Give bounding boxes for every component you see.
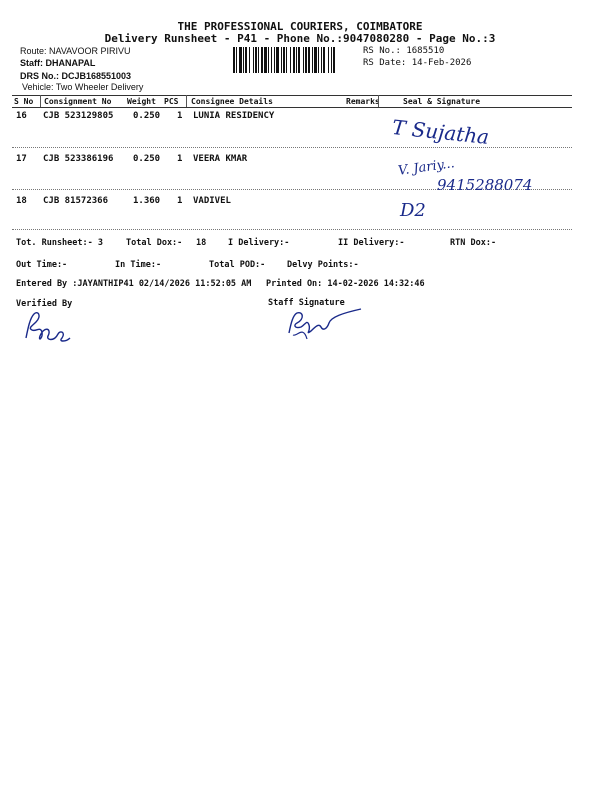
handwritten-receiver-1: T Sujatha [391,114,491,150]
row-separator [12,229,572,230]
table-header-rule [12,107,572,108]
runsheet-subtitle: Delivery Runsheet - P41 - Phone No.:9047080280 - Page No.:3 [104,32,496,45]
col-divider [40,95,41,107]
out-time: Out Time:- [16,260,68,270]
row-weight: 0.250 [133,154,161,164]
staff-signature-label: Staff Signature [268,298,345,308]
col-consignee: Consignee Details [191,97,273,106]
drs-number: DRS No.: DCJB168551003 [20,71,132,81]
col-sno: S No [14,97,34,106]
col-consignment: Consignment No [44,97,112,106]
row-weight: 0.250 [133,111,161,121]
route-text: Route: NAVAVOOR PIRIVU [20,46,131,56]
row-sno: 18 [16,196,27,206]
rtn-dox: RTN Dox:- [450,238,497,248]
delvy-points: Delvy Points:- [287,260,359,270]
handwritten-phone: 9415288074 [437,176,533,194]
tot-runsheet: Tot. Runsheet:- 3 [16,238,103,248]
row-sno: 16 [16,111,27,121]
row-consignment: CJB 523386196 [43,154,114,164]
row-separator [12,147,572,148]
col-weight: Weight [127,97,156,106]
total-pod: Total POD:- [209,260,266,270]
row-pcs: 1 [177,196,183,206]
rs-number: RS No.: 1685510 [363,46,445,56]
staff-text: Staff: DHANAPAL [20,58,96,68]
row-consignee: LUNIA RESIDENCY [193,111,275,121]
row-sno: 17 [16,154,27,164]
row-consignee: VADIVEL [193,196,231,206]
printed-on: Printed On: 14-02-2026 14:32:46 [266,279,425,289]
verified-by-label: Verified By [16,299,73,309]
barcode-icon [233,47,359,73]
col-divider [186,95,187,107]
row-pcs: 1 [177,111,183,121]
company-title: THE PROFESSIONAL COURIERS, COIMBATORE [177,20,423,33]
col-seal-signature: Seal & Signature [403,97,481,106]
total-dox-value: 18 [196,238,207,248]
vehicle-text: Vehicle: Two Wheeler Delivery [22,82,144,92]
col-divider [378,95,379,107]
row-consignment: CJB 523129805 [43,111,114,121]
total-dox-label: Total Dox:- [126,238,183,248]
col-pcs: PCS [164,97,179,106]
row-weight: 1.360 [133,196,161,206]
row-consignee: VEERA KMAR [193,154,248,164]
rs-date: RS Date: 14-Feb-2026 [363,58,472,68]
handwritten-receiver-3: D2 [400,200,426,221]
row-pcs: 1 [177,154,183,164]
entered-by: Entered By :JAYANTHIP41 02/14/2026 11:52:05 AM [16,279,252,289]
table-top-rule [12,95,572,96]
col-remarks: Remarks [346,97,380,106]
staff-signature-icon [283,305,363,341]
row-consignment: CJB 81572366 [43,196,109,206]
i-delivery: I Delivery:- [228,238,290,248]
handwritten-receiver-2: V. Jariy... [397,156,456,179]
verified-signature-icon [22,308,72,344]
ii-delivery: II Delivery:- [338,238,405,248]
in-time: In Time:- [115,260,162,270]
